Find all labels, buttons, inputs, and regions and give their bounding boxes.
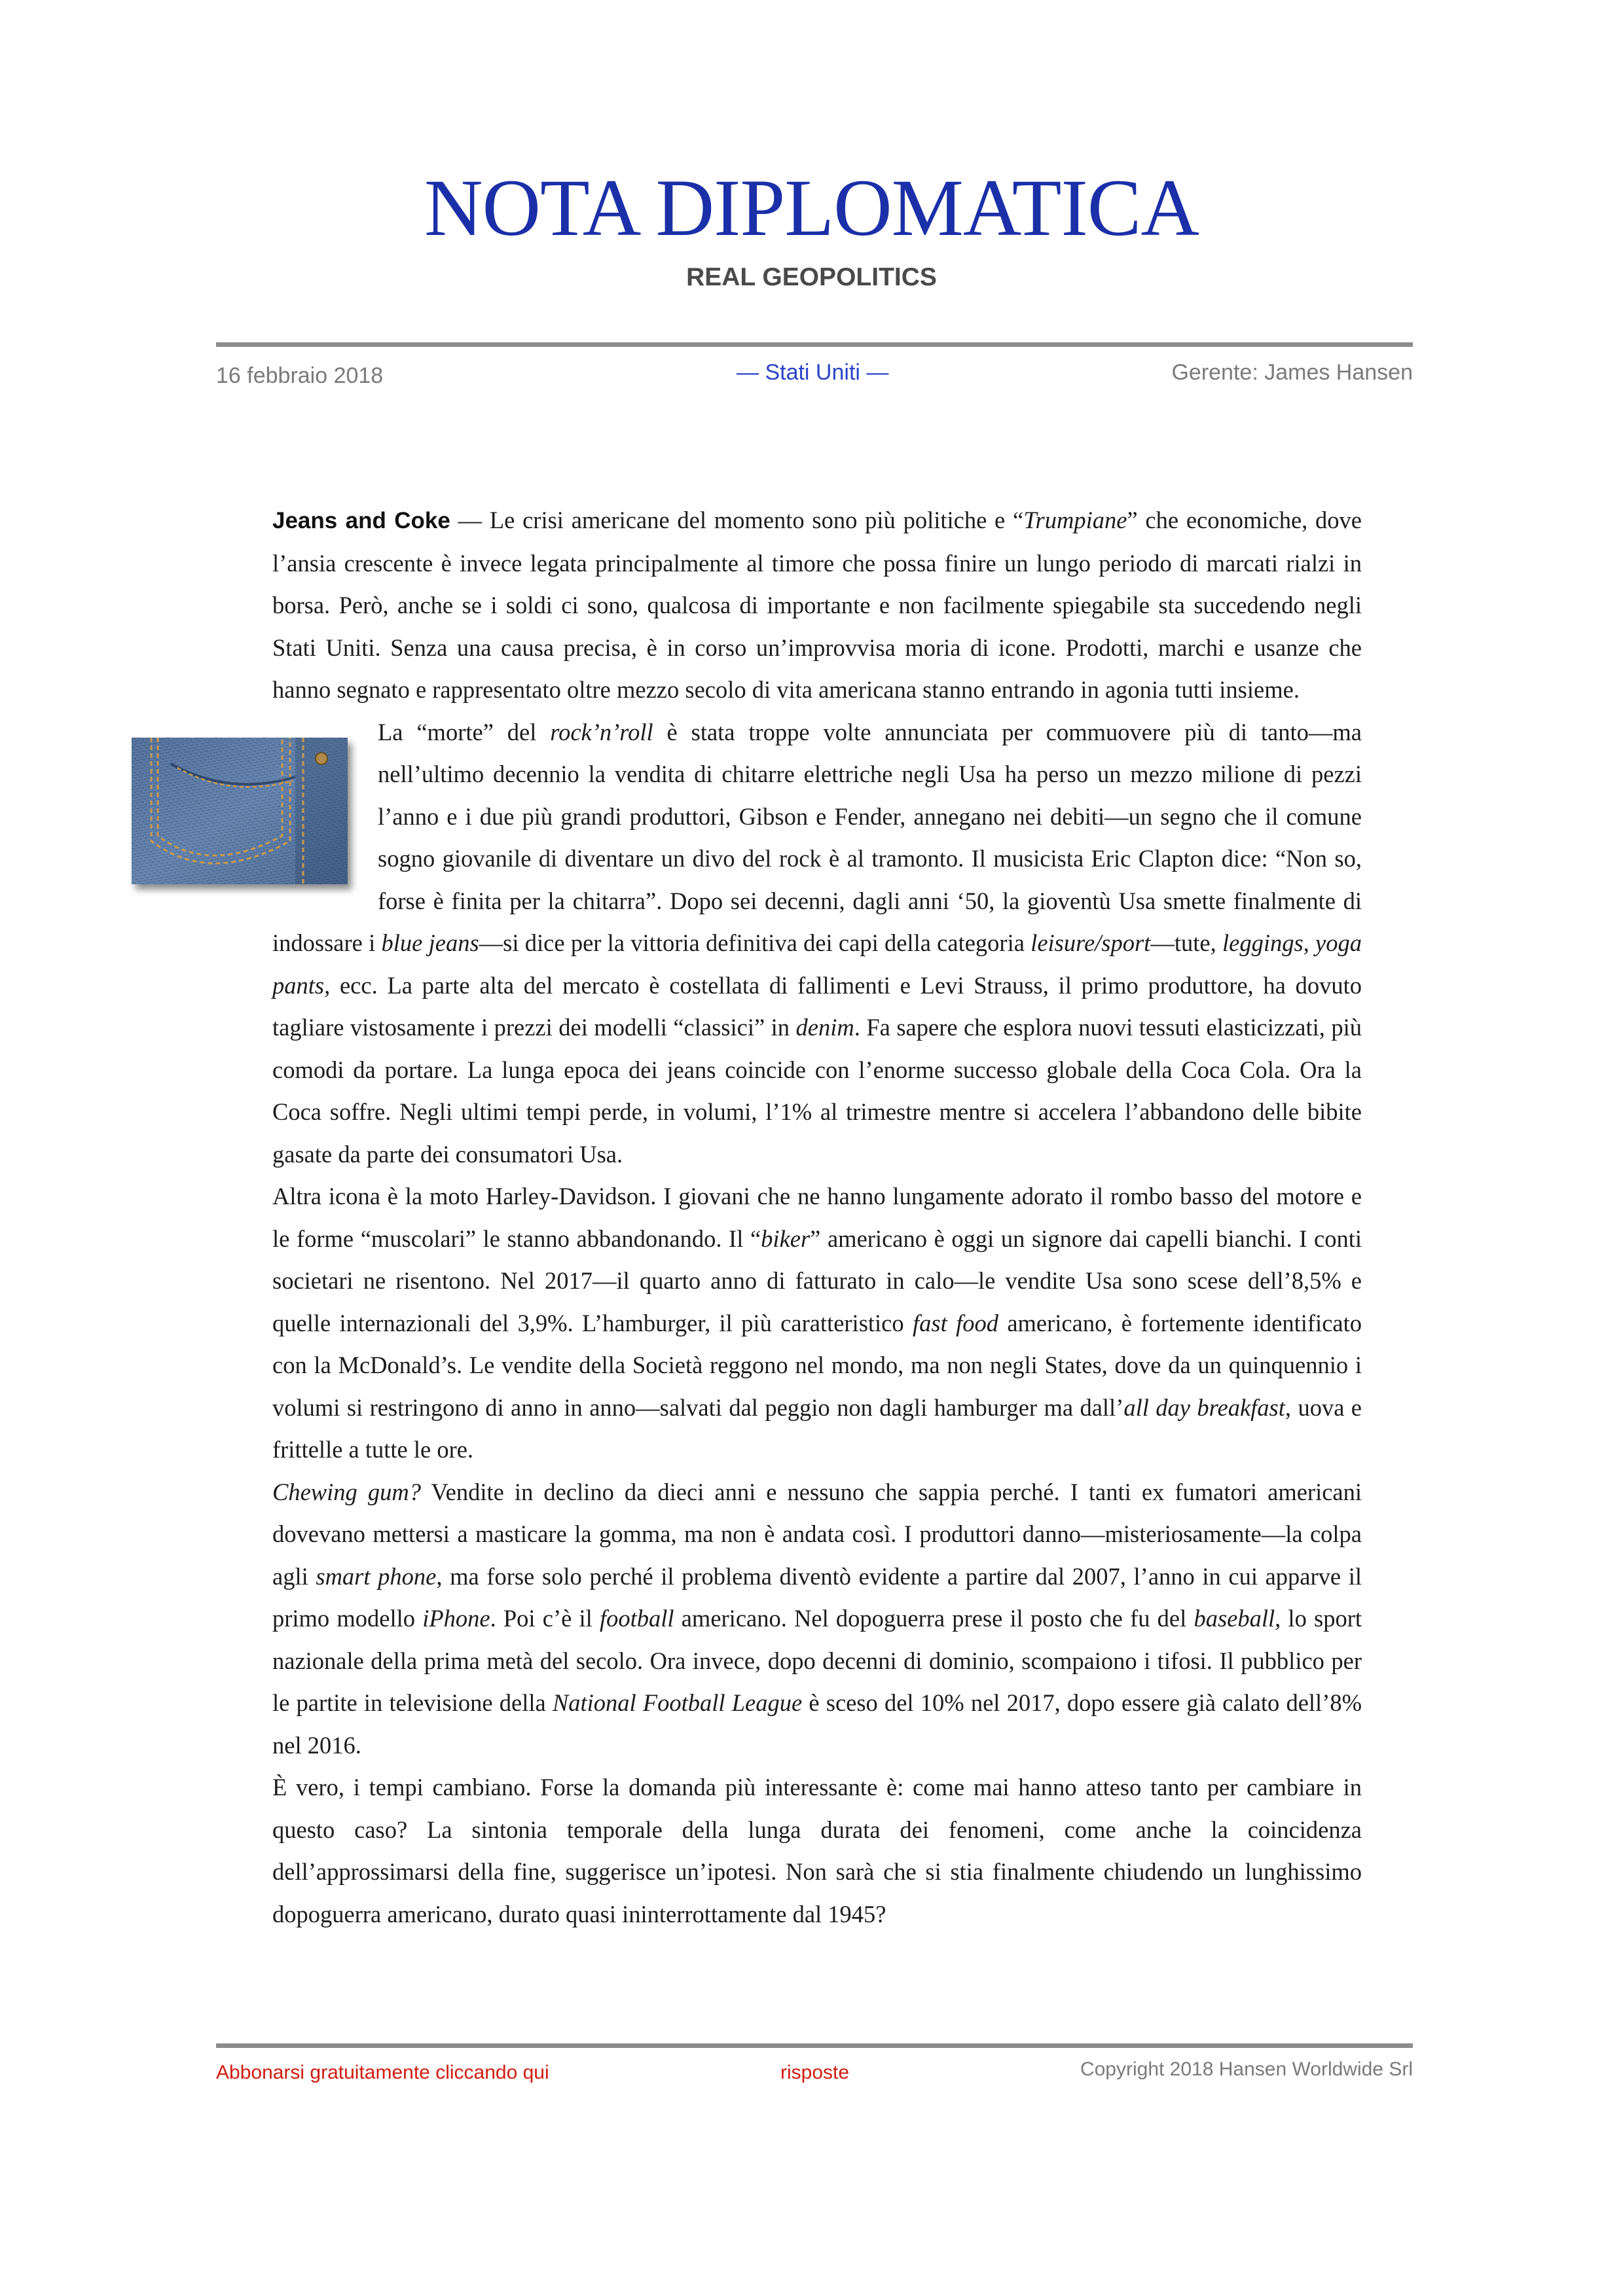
text-run: . Poi c’è il	[490, 1605, 600, 1632]
header-divider	[216, 342, 1413, 347]
article-heading: Jeans and Coke	[272, 508, 450, 533]
text-run: ” che economiche, dove l’ansia crescente è invece legata principalmente al timore che possa finire un lungo periodo di marcati rialzi in borsa. Però, anche se i soldi ci sono, qualcosa di importante e non facilmente spiegabile sta succedendo negli Stati Uniti. Senza una causa precisa, è in corso un’improvvisa moria di icone. Prodotti, marchi e usanze che hanno segnato e rappresentato oltre mezzo secolo di vita americana stanno entrando in agonia tutti insieme.	[272, 507, 1362, 703]
text-run: Vendite in declino da dieci anni e nessuno che sappia perché. I tanti ex fumatori americani dovevano mettersi a masticare la gomma, ma non è andata così. I produttori danno—misteriosamente—la colpa agli	[272, 1478, 1362, 1590]
italic-run: blue jeans	[381, 929, 479, 956]
text-run: Altra icona è la moto Harley-Davidson. I giovani che ne hanno lungamente adorato il rombo basso del motore e le forme “muscolari” le stanno abbandonando. Il “	[272, 1183, 1362, 1252]
text-run: ecc. La parte alta del mercato è costellata di fallimenti e Levi Strauss, il primo produttore, ha dovuto tagliare vistosamente i prezzi dei modelli “classici” in	[272, 971, 1362, 1041]
article-paragraph-1	[272, 499, 1362, 711]
text-run: è sceso del 10% nel 2017, dopo essere già calato dell’8% nel 2016.	[272, 1689, 1362, 1759]
italic-run: smart phone	[316, 1562, 437, 1590]
text-run: —tute,	[1150, 929, 1222, 956]
denim-jeans-pocket-photo-icon	[132, 738, 348, 884]
text-run: è stata troppe volte annunciata per commuovere più di tanto—ma nell’ultimo decennio la vendita di chitarre elettriche negli Usa ha perso un mezzo milione di pezzi l’anno e i due più grandi produttori, Gibson e Fender, annegano nei debiti—un segno che il comune sogno giovanile di diventare un divo del rock è al tramonto. Il musicista Eric Clapton dice: “Non so, forse è finita per la chitarra”. Dopo sei decenni, dagli anni ‘50, la gioventù Usa smette finalmente di indossare i	[272, 718, 1362, 956]
text-run: americano. Nel dopoguerra prese il posto che fu del	[674, 1605, 1194, 1632]
text-run: La “morte” del	[378, 718, 551, 745]
section-dash-right: —	[866, 360, 889, 385]
heading-dash: —	[450, 507, 490, 533]
section-label[interactable]: Stati Uniti	[765, 360, 860, 385]
text-run: , lo sport nazionale della prima metà del secolo. Ora invece, dopo decenni di dominio, scompaiono i tifosi. Il pubblico per le partite in televisione della	[272, 1605, 1362, 1716]
article-paragraph-4	[272, 1471, 1362, 1767]
page-title: NOTA DIPLOMATICA	[424, 163, 1199, 253]
italic-run: rock’n’roll	[550, 718, 653, 745]
italic-run: fast food	[913, 1309, 998, 1336]
article-paragraph-2	[272, 711, 1362, 1176]
text-run: —si dice per la vittoria definitiva dei capi della categoria	[479, 929, 1031, 956]
article-body	[272, 499, 1362, 1935]
section-link[interactable]	[737, 357, 888, 388]
italic-run: National Football League	[552, 1689, 803, 1716]
italic-run: leisure/sport	[1030, 929, 1151, 956]
text-run: americano, è fortemente identificato con la McDonald’s. Le vendite della Società reggono nel mondo, ma non negli States, dove da un quinquennio i volumi si restringono di anno in anno—salvati dal peggio non dagli hamburger ma dall’	[272, 1309, 1362, 1421]
article-paragraph-3	[272, 1175, 1362, 1471]
text-run: Le crisi americane del momento sono più politiche e “	[489, 507, 1024, 533]
text-run: , ma forse solo perché il problema diventò evidente a partire dal 2007, l’anno in cui apparve il primo modello	[272, 1562, 1362, 1632]
page-subtitle: REAL GEOPOLITICS	[686, 263, 937, 291]
italic-run: baseball	[1194, 1605, 1275, 1632]
italic-run: denim	[795, 1014, 854, 1041]
issue-date: 16 febbraio 2018	[216, 363, 384, 388]
italic-run: Chewing gum?	[272, 1478, 421, 1505]
section-dash-left: —	[737, 360, 759, 385]
italic-run: iPhone	[422, 1605, 490, 1632]
text-run: ” americano è oggi un signore dai capelli bianchi. I conti societari ne risentono. Nel 2017—il quarto anno di fatturato in calo—le vendite Usa sono scese dell’8,5% e quelle internazionali del 3,9%. L’hamburger, il più caratteristico	[272, 1225, 1362, 1336]
italic-run: football	[599, 1605, 674, 1632]
jeans-pocket-image	[132, 738, 348, 884]
manager-credit: Gerente: James Hansen	[1171, 360, 1413, 385]
article-paragraph-5: È vero, i tempi cambiano. Forse la domanda più interessante è: come mai hanno atteso tanto per cambiare in questo caso? La sintonia temporale della lunga durata dei fenomeni, come anche la coincidenza dell’approssimarsi della fine, suggerisce un’ipotesi. Non sarà che si stia finalmente chiudendo un lunghissimo dopoguerra americano, durato quasi ininterrottamente dal 1945?	[272, 1774, 1362, 1928]
italic-run: Trumpiane	[1023, 507, 1127, 533]
footer-divider	[216, 2043, 1413, 2048]
replies-link[interactable]: risposte	[780, 2062, 850, 2083]
subscribe-link[interactable]: Abbonarsi gratuitamente cliccando qui	[216, 2062, 549, 2083]
text-run: , uova e frittelle a tutte le ore.	[272, 1393, 1362, 1463]
copyright-notice: Copyright 2018 Hansen Worldwide Srl	[1080, 2058, 1413, 2080]
text-run: . Fa sapere che esplora nuovi tessuti elasticizzati, più comodi da portare. La lunga epoca dei jeans coincide con l’enorme successo globale della Coca Cola. Ora la Coca soffre. Negli ultimi tempi perde, in volumi, l’1% al trimestre mentre si accelera l’abbandono delle bibite gasate da parte dei consumatori Usa.	[272, 1014, 1362, 1168]
italic-run: biker	[761, 1225, 811, 1252]
italic-run: all day breakfast	[1123, 1393, 1285, 1421]
italic-run: leggings, yoga pants,	[272, 929, 1362, 999]
